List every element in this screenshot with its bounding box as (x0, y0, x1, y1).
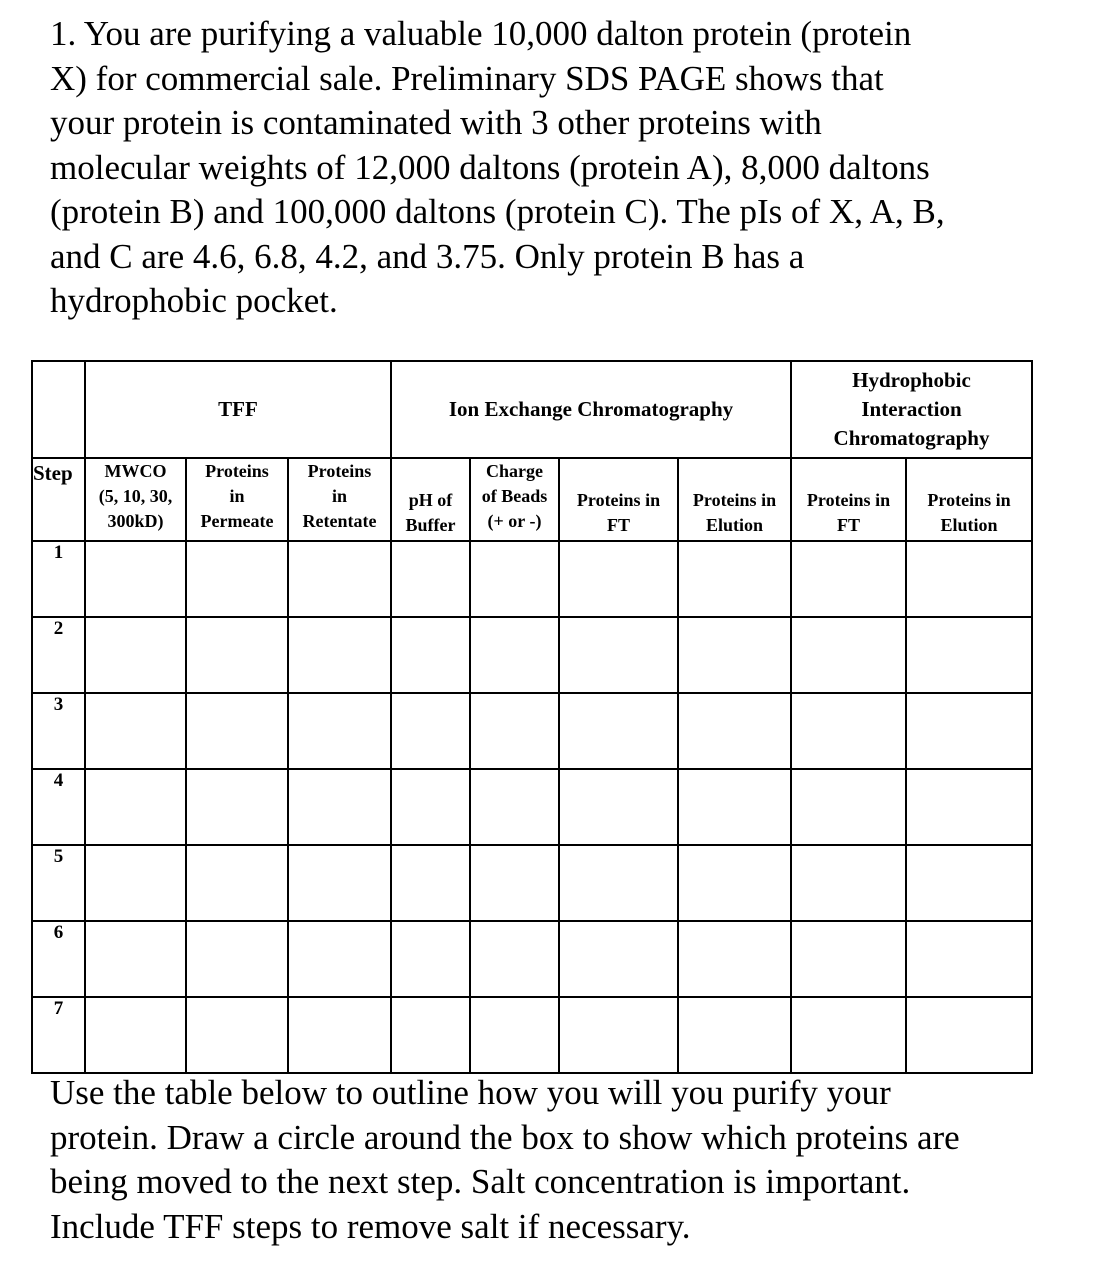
mwco-cell[interactable] (85, 693, 186, 769)
iex-ft-cell[interactable] (559, 541, 678, 617)
mwco-cell[interactable] (85, 921, 186, 997)
tff-group-header: TFF (85, 361, 391, 458)
charge-cell[interactable] (470, 541, 559, 617)
hic-elution-column-header: Proteins in Elution (906, 458, 1032, 541)
ph-cell[interactable] (391, 693, 470, 769)
hic-elution-cell[interactable] (906, 617, 1032, 693)
permeate-cell[interactable] (186, 921, 288, 997)
iex-elution-cell[interactable] (678, 921, 791, 997)
table-row (32, 845, 1032, 921)
ph-cell[interactable] (391, 769, 470, 845)
permeate-cell[interactable] (186, 617, 288, 693)
hic-ft-cell[interactable] (791, 921, 906, 997)
retentate-cell[interactable] (288, 693, 391, 769)
step-rows (32, 541, 1032, 1073)
iex-elution-cell[interactable] (678, 617, 791, 693)
table-row (32, 693, 1032, 769)
hic-elution-cell[interactable] (906, 693, 1032, 769)
group-header-row (32, 361, 1032, 458)
retentate-cell[interactable] (288, 845, 391, 921)
hic-ft-cell[interactable] (791, 693, 906, 769)
hic-elution-cell[interactable] (906, 921, 1032, 997)
step-number: 7 (32, 997, 85, 1073)
iex-group-header: Ion Exchange Chromatography (391, 361, 791, 458)
table-row (32, 617, 1032, 693)
hic-ft-cell[interactable] (791, 541, 906, 617)
permeate-cell[interactable] (186, 845, 288, 921)
table-row (32, 769, 1032, 845)
retentate-cell[interactable] (288, 997, 391, 1073)
step-column-header: Step (32, 458, 85, 541)
step-number: 3 (32, 693, 85, 769)
table-row (32, 997, 1032, 1073)
hic-elution-cell[interactable] (906, 541, 1032, 617)
ph-cell[interactable] (391, 617, 470, 693)
mwco-cell[interactable] (85, 769, 186, 845)
ph-cell[interactable] (391, 997, 470, 1073)
permeate-cell[interactable] (186, 769, 288, 845)
iex-ft-column-header: Proteins in FT (559, 458, 678, 541)
retentate-cell[interactable] (288, 769, 391, 845)
permeate-column-header: Proteins in Permeate (186, 458, 288, 541)
table-row (32, 541, 1032, 617)
iex-elution-cell[interactable] (678, 769, 791, 845)
blank-header-cell (32, 361, 85, 458)
ph-cell[interactable] (391, 541, 470, 617)
iex-elution-cell[interactable] (678, 693, 791, 769)
permeate-cell[interactable] (186, 693, 288, 769)
column-header-row (32, 458, 1032, 541)
step-number: 4 (32, 769, 85, 845)
hic-elution-cell[interactable] (906, 997, 1032, 1073)
hic-elution-cell[interactable] (906, 845, 1032, 921)
mwco-cell[interactable] (85, 617, 186, 693)
instructions-text: Use the table below to outline how you will you purify your protein. Draw a circle around the box to show which proteins are being moved to the next step. Salt concentration is important. Include TFF steps to remove salt if necessary. (50, 1073, 960, 1246)
step-number: 5 (32, 845, 85, 921)
hic-ft-cell[interactable] (791, 997, 906, 1073)
charge-cell[interactable] (470, 617, 559, 693)
iex-ft-cell[interactable] (559, 693, 678, 769)
purification-table (31, 360, 1033, 1074)
retentate-cell[interactable] (288, 617, 391, 693)
mwco-cell[interactable] (85, 845, 186, 921)
hic-ft-cell[interactable] (791, 845, 906, 921)
charge-cell[interactable] (470, 997, 559, 1073)
iex-ft-cell[interactable] (559, 617, 678, 693)
ph-cell[interactable] (391, 921, 470, 997)
iex-ft-cell[interactable] (559, 769, 678, 845)
hic-group-header: Hydrophobic Interaction Chromatography (791, 361, 1032, 458)
mwco-cell[interactable] (85, 997, 186, 1073)
charge-column-header: Charge of Beads (+ or -) (470, 458, 559, 541)
iex-elution-cell[interactable] (678, 541, 791, 617)
hic-ft-cell[interactable] (791, 769, 906, 845)
step-number: 1 (32, 541, 85, 617)
iex-elution-cell[interactable] (678, 845, 791, 921)
iex-ft-cell[interactable] (559, 997, 678, 1073)
charge-cell[interactable] (470, 921, 559, 997)
iex-ft-cell[interactable] (559, 921, 678, 997)
permeate-cell[interactable] (186, 997, 288, 1073)
ph-column-header: pH of Buffer (391, 458, 470, 541)
charge-cell[interactable] (470, 693, 559, 769)
hic-ft-cell[interactable] (791, 617, 906, 693)
permeate-cell[interactable] (186, 541, 288, 617)
table-row (32, 921, 1032, 997)
mwco-cell[interactable] (85, 541, 186, 617)
mwco-column-header: MWCO (5, 10, 30, 300kD) (85, 458, 186, 541)
ph-cell[interactable] (391, 845, 470, 921)
iex-elution-column-header: Proteins in Elution (678, 458, 791, 541)
retentate-column-header: Proteins in Retentate (288, 458, 391, 541)
iex-ft-cell[interactable] (559, 845, 678, 921)
retentate-cell[interactable] (288, 541, 391, 617)
question-text: 1. You are purifying a valuable 10,000 dalton protein (protein X) for commercial sale. Preliminary SDS PAGE shows that your protein is contaminated with 3 other proteins with molecular weights of 12,000 daltons (protein A), 8,000 daltons (protein B) and 100,000 daltons (protein C). The pIs of X, A, B, and C are 4.6, 6.8, 4.2, and 3.75. Only protein B has a hydrophobic pocket. (50, 14, 945, 320)
hic-elution-cell[interactable] (906, 769, 1032, 845)
charge-cell[interactable] (470, 769, 559, 845)
step-number: 2 (32, 617, 85, 693)
iex-elution-cell[interactable] (678, 997, 791, 1073)
retentate-cell[interactable] (288, 921, 391, 997)
step-number: 6 (32, 921, 85, 997)
charge-cell[interactable] (470, 845, 559, 921)
hic-ft-column-header: Proteins in FT (791, 458, 906, 541)
